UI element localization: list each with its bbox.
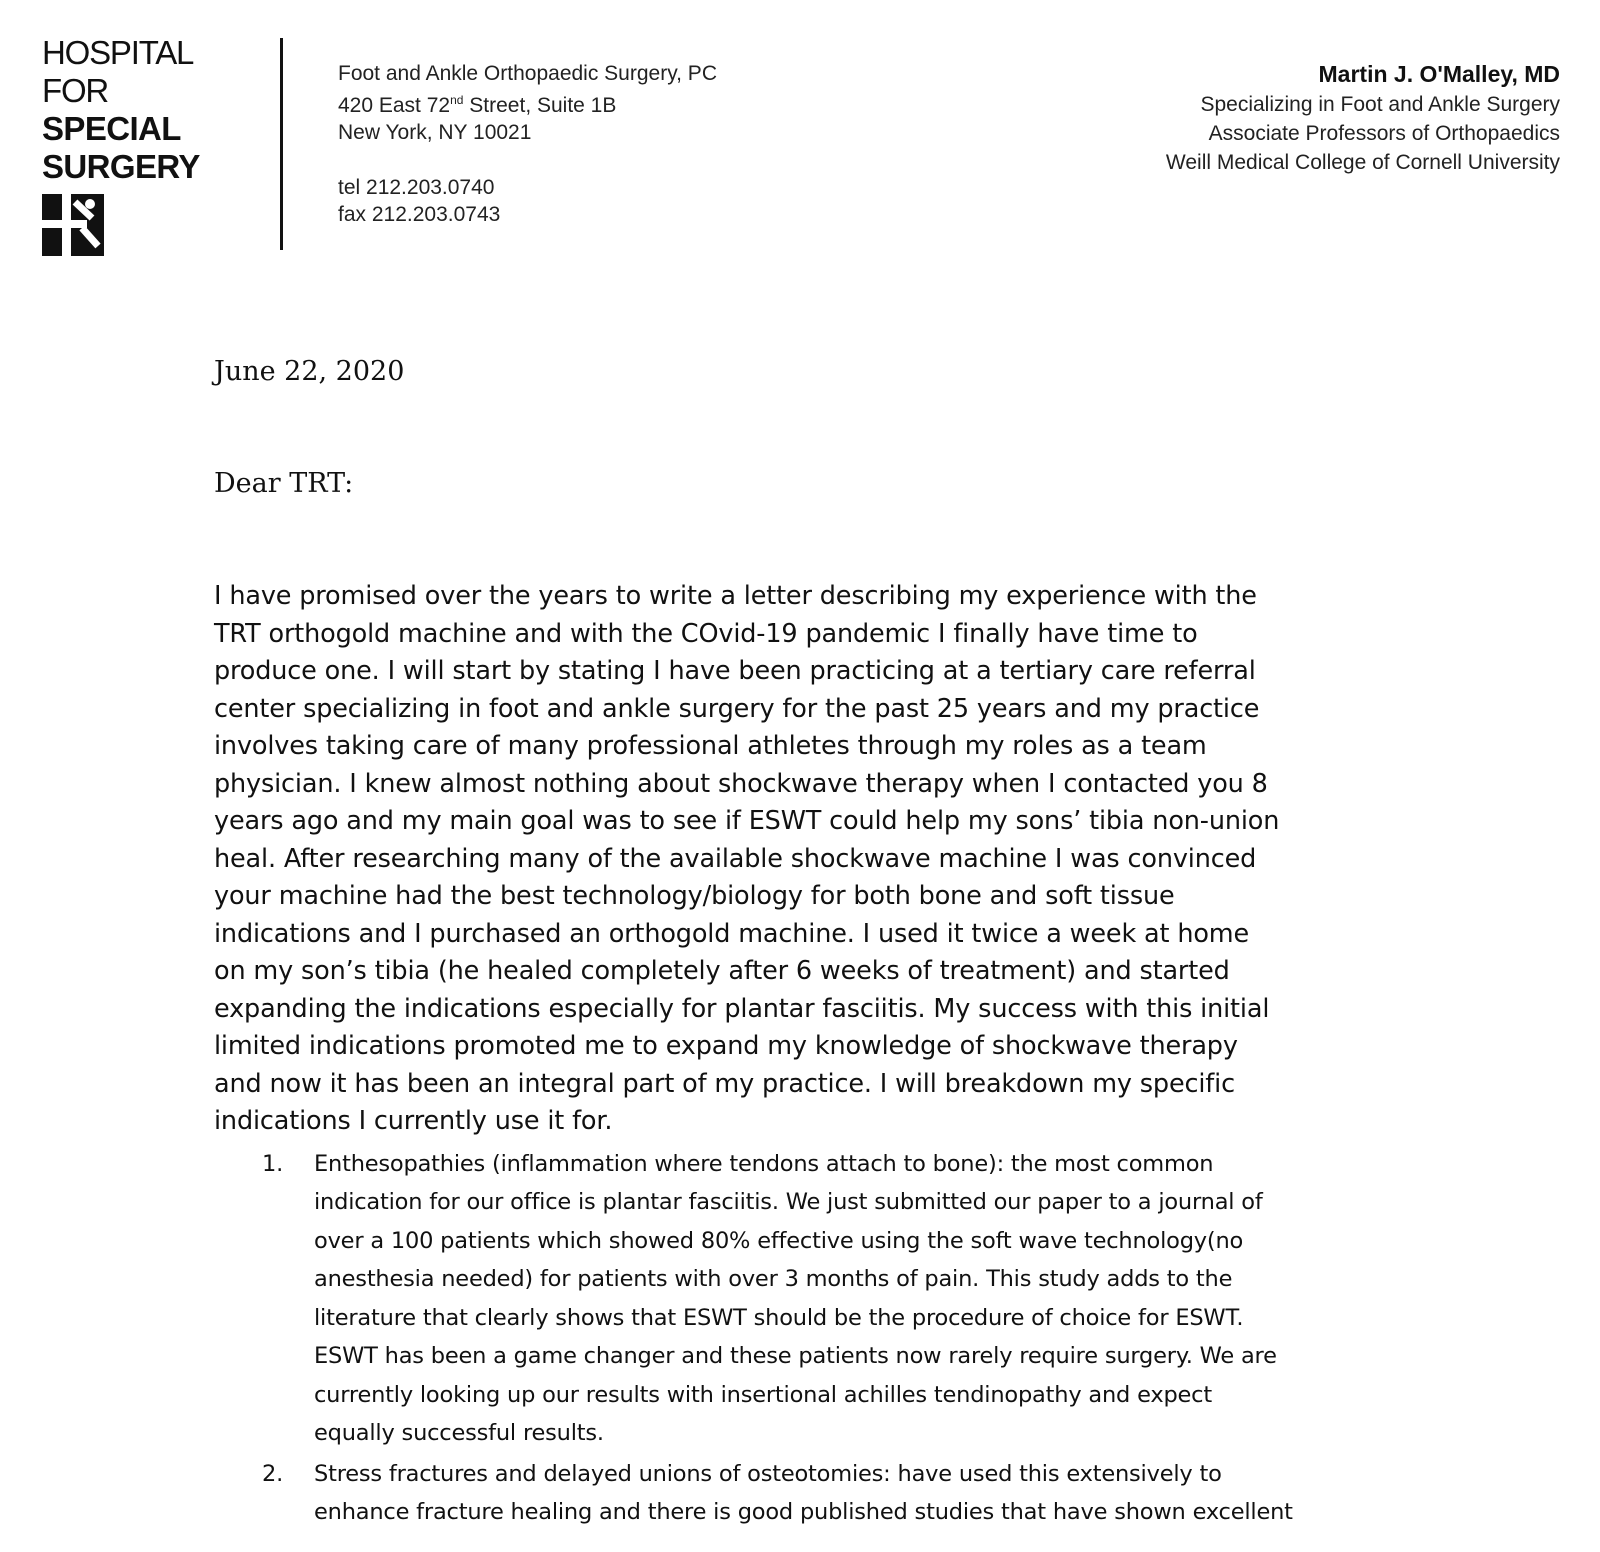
letterhead-divider	[280, 38, 283, 250]
indication-line: indication for our office is plantar fasciitis. We just submitted our paper to a journal of	[314, 1189, 1263, 1215]
indication-line: enhance fracture healing and there is good published studies that have shown excellent	[314, 1499, 1293, 1525]
logo-text-hospital: HOSPITAL	[42, 34, 194, 71]
indication-line: currently looking up our results with insertional achilles tendinopathy and expect	[314, 1381, 1212, 1408]
letter-content	[214, 354, 1394, 1534]
practice-street-rest: Street, Suite 1B	[463, 94, 617, 117]
doctor-specialty: Specializing in Foot and Ankle Surgery	[1200, 93, 1560, 116]
indication-line: Enthesopathies (inflammation where tendons attach to bone): the most common	[314, 1150, 1214, 1177]
logo-text-surgery: SURGERY	[42, 148, 200, 185]
letter-date: June 22, 2020	[214, 356, 405, 387]
body-line: indications and I purchased an orthogold machine. I used it twice a week at home	[214, 918, 1250, 949]
logo-text-for: FOR	[42, 72, 109, 109]
indication-item	[214, 1145, 1394, 1453]
indication-line: ESWT has been a game changer and these patients now rarely require surgery. We are	[314, 1343, 1277, 1369]
body-line: involves taking care of many professional athletes through my roles as a team	[214, 731, 1207, 761]
indications-list	[214, 1145, 1394, 1532]
body-line: limited indications promoted me to expand my knowledge of shockwave therapy	[214, 1031, 1238, 1061]
body-line: heal. After researching many of the available shockwave machine I was convinced	[214, 843, 1257, 874]
letter-salutation: Dear TRT:	[214, 468, 354, 499]
doctor-title: Associate Professors of Orthopaedics	[1208, 122, 1560, 145]
doctor-institution: Weill Medical College of Cornell University	[1165, 151, 1560, 174]
letter-body-paragraph	[214, 578, 1394, 1141]
logo-text-special: SPECIAL	[42, 110, 181, 147]
body-line: on my son’s tibia (he healed completely after 6 weeks of treatment) and started	[214, 956, 1230, 986]
body-line: TRT orthogold machine and with the COvid-19 pandemic I finally have time to	[214, 618, 1198, 649]
indication-line: Stress fractures and delayed unions of osteotomies: have used this extensively to	[314, 1460, 1222, 1487]
body-line: physician. I knew almost nothing about shockwave therapy when I contacted you 8	[214, 768, 1268, 799]
hospital-logo	[42, 34, 262, 256]
practice-street-number: 420 East 72	[338, 94, 451, 117]
indication-number: 2.	[262, 1460, 284, 1487]
practice-street-address	[338, 87, 717, 119]
practice-city: New York, NY 10021	[338, 121, 532, 144]
indication-line: over a 100 patients which showed 80% effective using the soft wave technology(no	[314, 1227, 1244, 1254]
body-line: your machine had the best technology/biology for both bone and soft tissue	[214, 881, 1175, 911]
indication-item	[214, 1455, 1394, 1532]
address-spacer	[338, 146, 717, 174]
hss-logo-mark-icon	[42, 194, 104, 256]
indication-line: anesthesia needed) for patients with over 3 months of pain. This study adds to the	[314, 1266, 1233, 1292]
doctor-name: Martin J. O'Malley, MD	[1318, 61, 1560, 87]
practice-address-block	[338, 60, 717, 228]
body-line: years ago and my main goal was to see if ESWT could help my sons’ tibia non-union	[214, 806, 1280, 836]
indication-line: literature that clearly shows that ESWT should be the procedure of choice for ESWT.	[314, 1304, 1244, 1331]
body-line: produce one. I will start by stating I have been practicing at a tertiary care referral	[214, 656, 1256, 686]
practice-fax: fax 212.203.0743	[338, 203, 501, 226]
body-line: expanding the indications especially for plantar fasciitis. My success with this initial	[214, 993, 1270, 1024]
body-line: indications I currently use it for.	[214, 1106, 613, 1136]
body-line: and now it has been an integral part of my practice. I will breakdown my specific	[214, 1068, 1235, 1099]
body-line: center specializing in foot and ankle surgery for the past 25 years and my practice	[214, 693, 1260, 724]
body-line: I have promised over the years to write a letter describing my experience with the	[214, 581, 1257, 611]
doctor-info-block	[1166, 58, 1560, 177]
practice-name: Foot and Ankle Orthopaedic Surgery, PC	[338, 62, 717, 85]
practice-street-ordinal: nd	[450, 93, 464, 107]
practice-tel: tel 212.203.0740	[338, 176, 495, 199]
indication-line: equally successful results.	[314, 1420, 604, 1446]
indication-number: 1.	[262, 1150, 284, 1177]
